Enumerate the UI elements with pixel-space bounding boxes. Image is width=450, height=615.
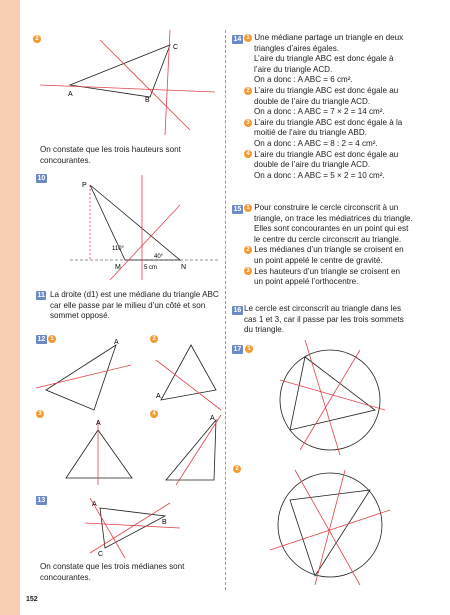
page-number: 152 <box>26 596 38 603</box>
ex14-block: 1 Une médiane partage un triangle en deux triangles d’aires égales. L’aire du triangle ABC est donc égale à l’aire du triangle ACD. On a donc : A ABC = 6 cm². 2 L’aire du triangle ABC est donc égale au double de l’aire du triangle ACD. On a donc : A ABC = 7 × 2 = 14 cm². 3 L’aire du triangle ABC est donc égale à la moitié de l’aire du triangle ABD. On a donc : A ABC = 8 : 2 = 4 cm². 4 L’aire du triangle ABC est donc égale au double de l’aire du triangle ACD. On a donc : A ABC = 5 × 2 = 10 cm². <box>244 33 444 181</box>
ex13-figure <box>70 498 190 558</box>
height-line <box>40 85 215 92</box>
label-b: B <box>162 519 167 526</box>
exercise-number: 17 <box>233 346 242 353</box>
part-marker: 4 <box>150 410 158 418</box>
ex17-figures <box>260 340 410 600</box>
label-c: C <box>98 551 104 558</box>
margin-band <box>0 0 20 615</box>
part-marker: 2 <box>233 465 241 473</box>
ex10-figure <box>70 175 220 285</box>
label-a2: A <box>156 393 161 400</box>
exercise-number: 10 <box>37 175 46 182</box>
ex15-block: 1 Pour construire le cercle circonscrit à un triangle, on trace les médiatrices du triangle. Elles sont concourantes en un point qui est le centre du cercle circonscrit au triangle. 2 Les médianes d’un triangle se croisent en un point appelé le centre de gravité. 3 Les hauteurs d’un triangle se croisent en un point appelé l’orthocentre. <box>244 203 444 288</box>
exercise-number: 14 <box>233 36 242 43</box>
label-m: M <box>115 264 121 271</box>
ex14-item-1: 1 Une médiane partage un triangle en deux <box>244 33 444 44</box>
label-c: C <box>173 44 179 51</box>
label-a1: A <box>114 339 119 346</box>
exercise-number: 13 <box>37 497 46 504</box>
triangle-pmn <box>90 185 180 260</box>
height-line <box>100 40 190 130</box>
exercise-number: 16 <box>233 307 242 314</box>
part-marker: 3 <box>36 410 44 418</box>
column-divider <box>225 30 226 590</box>
ex14-item-2: 2 L’aire du triangle ABC est donc égale au <box>244 86 444 97</box>
ex16-block: Le cercle est circonscrit au triangle dans les cas 1 et 3, car il passe par les trois sommets du triangle. <box>244 304 404 335</box>
ex14-item-4: 4 L’aire du triangle ABC est donc égale au <box>244 150 444 161</box>
ex12-figures <box>36 340 226 485</box>
ex11-text: La droite (d1) est une médiane du triangle ABC car elle passe par le milieu d’un côté et son sommet opposé. <box>50 290 219 321</box>
part-marker: 2 <box>33 35 41 43</box>
exercise-number: 15 <box>233 206 242 213</box>
label-a: A <box>92 501 97 508</box>
angle-110: 110° <box>112 246 124 252</box>
label-p: P <box>82 182 87 189</box>
part-marker: 1 <box>48 335 56 343</box>
label-b: B <box>145 97 150 104</box>
ex9-conclusion: On constate que les trois hauteurs sont concourantes. <box>40 145 181 165</box>
length-label: 5 cm <box>144 265 158 271</box>
angle-40: 40° <box>154 254 164 260</box>
ex13-conclusion: On constate que les trois médianes sont concourantes. <box>40 562 185 582</box>
exercise-number: 12 <box>37 336 46 343</box>
label-n: N <box>181 264 187 271</box>
label-a: A <box>68 91 73 98</box>
label-a3: A <box>96 420 101 427</box>
ex9-figure <box>40 30 220 140</box>
part-marker: 1 <box>245 345 253 353</box>
ex14-item-3: 3 L’aire du triangle ABC est donc égale à la <box>244 118 444 129</box>
label-a4: A <box>210 415 215 422</box>
exercise-number: 11 <box>37 292 45 299</box>
part-marker: 2 <box>150 335 158 343</box>
